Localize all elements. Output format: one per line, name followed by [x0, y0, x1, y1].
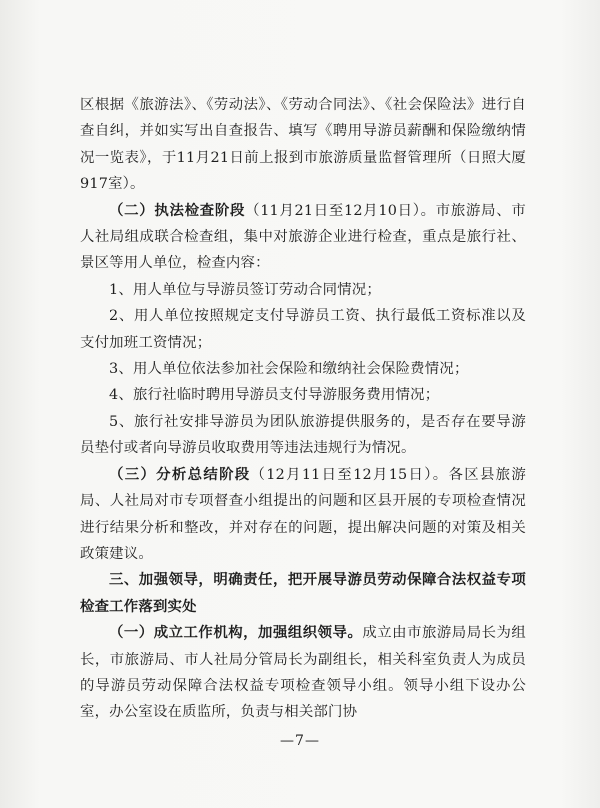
document-body: [80, 92, 526, 726]
list-item-text: 5、旅行社安排导游员为团队旅游提供服务的，是否存在要导游员垫付或者向导游员收取费用等违法违规行为情况。: [80, 413, 526, 457]
list-item-text: 1、用人单位与导游员签订劳动合同情况；: [109, 281, 381, 298]
section-heading-summary: （三）分析总结阶段: [109, 465, 251, 483]
paragraph-self-inspection-continued: [80, 92, 526, 198]
list-item-text: 2、用人单位按照规定支付导游员工资、执行最低工资标准以及支付加班工资情况；: [80, 308, 526, 351]
list-item-4: [80, 382, 526, 408]
paragraph-enforcement-stage: [80, 198, 526, 277]
heading-text: 三、加强领导，明确责任，把开展导游员劳动保障合法权益专项检查工作落到实处: [80, 571, 526, 615]
list-item-2: [80, 303, 526, 356]
section-heading-working-body: （一）成立工作机构，加强组织领导。: [109, 624, 363, 642]
paragraph-text: 成立由市旅游局局长为组长，市旅游局、市人社局分管局长为副组长，相关科室负责人为成员的导游员劳动保障合法权益专项检查领导小组。领导小组下设办公室，办公室设在质监所，负责与相关部门协: [80, 625, 527, 721]
paragraph-working-body: [80, 620, 526, 726]
paragraph-text: 区根据《旅游法》、《劳动法》、《劳动合同法》、《社会保险法》进行自查自纠，并如实写出自查报告、填写《聘用导游员薪酬和保险缴纳情况一览表》，于11月21日前上报到市旅游质量监督管理所（日照大厦917室）。: [80, 97, 526, 193]
list-item-text: 4、旅行社临时聘用导游员支付导游服务费用情况；: [109, 387, 440, 404]
section-heading-leadership: [80, 567, 526, 620]
paragraph-summary-stage: [80, 462, 526, 568]
list-item-1: [80, 277, 526, 303]
list-item-5: [80, 409, 526, 462]
paragraph-text: （12月11日至12月15日）。各区县旅游局、人社局对市专项督查小组提出的问题和区县开展的专项检查情况进行结果分析和整改，并对存在的问题，提出解决问题的对策及相关政策建议。: [80, 466, 526, 562]
page-number: —7—: [280, 733, 320, 749]
list-item-text: 3、用人单位依法参加社会保险和缴纳社会保险费情况；: [109, 361, 469, 378]
list-item-3: [80, 356, 526, 382]
paragraph-text: （11月21日至12月10日）。市旅游局、市人社局组成联合检查组，集中对旅游企业进行检查，重点是旅行社、景区等用人单位，检查内容：: [80, 202, 526, 272]
section-heading-enforcement: （二）执法检查阶段: [109, 201, 246, 219]
